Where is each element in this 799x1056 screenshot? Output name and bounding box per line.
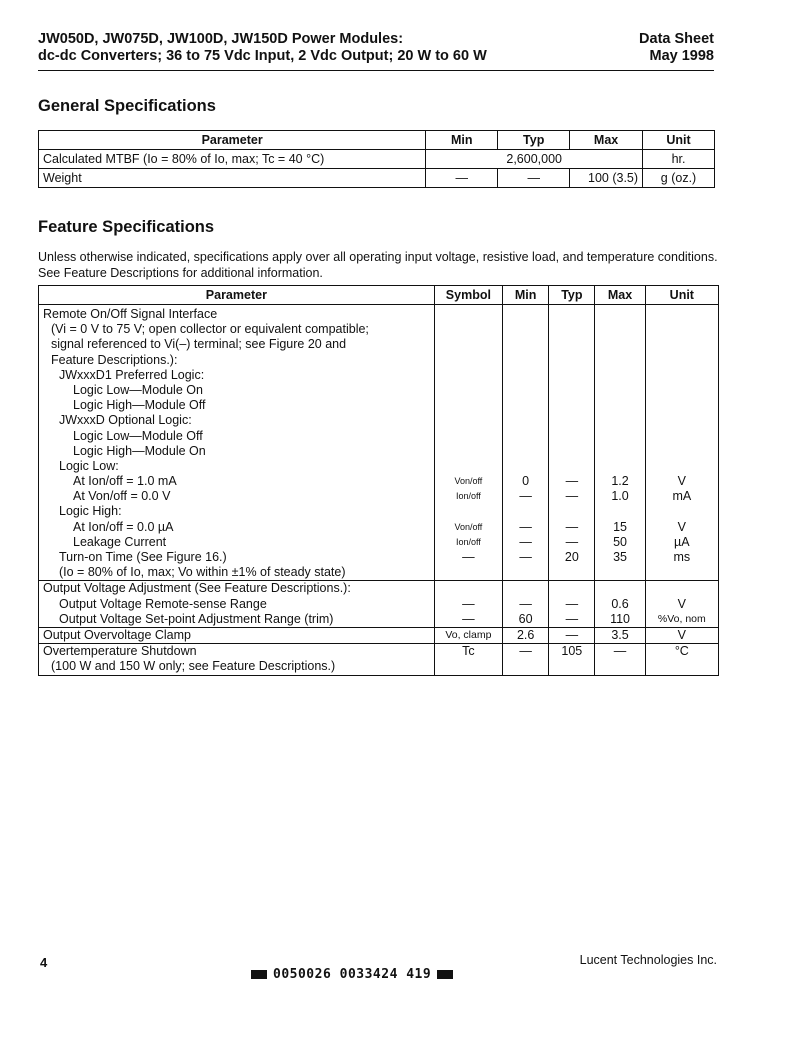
unit-value: µA (674, 534, 690, 549)
max-value: 1.0 (611, 489, 629, 504)
typ-value: — (565, 534, 579, 549)
symbol-cell (434, 305, 502, 581)
unit-cell: V (645, 627, 718, 643)
col-header-typ: Typ (549, 286, 595, 305)
param-cell (39, 305, 435, 581)
param-line: At Ion/off = 1.0 mA (73, 474, 177, 489)
param-line: (100 W and 150 W only; see Feature Descriptions.) (51, 659, 336, 674)
param-line: Output Voltage Adjustment (See Feature Descriptions.): (43, 581, 351, 596)
typ-value: — (565, 611, 579, 626)
unit-value: mA (672, 489, 692, 504)
unit-cell (645, 305, 718, 581)
max-cell: — (595, 644, 645, 675)
typ-value: — (565, 474, 579, 489)
param-line: Output Voltage Set-point Adjustment Range (trim) (59, 611, 334, 626)
symbol-cell: Tc (434, 644, 502, 675)
symbol-value: — (462, 611, 475, 626)
header-doc-info (639, 31, 714, 65)
feature-intro-text: Unless otherwise indicated, specifications apply over all operating input voltage, resistive load, and temperature conditions. See Feature Descriptions for additional information. (38, 250, 718, 280)
param-line: Logic High: (59, 504, 122, 519)
param-cell: Output Overvoltage Clamp (39, 627, 435, 643)
barcode-block-icon (437, 970, 453, 979)
max-value: 0.6 (611, 596, 629, 611)
unit-value: ms (673, 550, 691, 565)
typ-cell: — (498, 169, 570, 188)
param-line: Logic Low—Module On (73, 382, 203, 397)
param-line: At Ion/off = 0.0 µA (73, 519, 174, 534)
typ-cell (549, 581, 595, 628)
table-row (39, 169, 715, 188)
param-line: (Io = 80% of Io, max; Vo within ±1% of steady state) (59, 565, 346, 580)
min-cell (503, 581, 549, 628)
symbol-value: — (462, 550, 475, 565)
param-line: (Vi = 0 V to 75 V; open collector or equivalent compatible; (51, 322, 369, 337)
typ-cell (549, 305, 595, 581)
max-value: 35 (613, 550, 627, 565)
table-row (39, 150, 715, 169)
col-header-unit: Unit (643, 131, 715, 150)
symbol-value: Ion/off (455, 536, 481, 547)
param-cell (39, 581, 435, 628)
general-spec-title: General Specifications (38, 97, 216, 115)
min-value: — (519, 534, 532, 549)
header-title-line2: dc-dc Converters; 36 to 75 Vdc Input, 2 Vdc Output; 20 W to 60 W (38, 48, 487, 64)
header-doc-type: Data Sheet (639, 31, 714, 47)
min-value: — (519, 519, 532, 534)
company-name: Lucent Technologies Inc. (579, 953, 717, 967)
col-header-parameter: Parameter (39, 286, 435, 305)
barcode (245, 967, 459, 982)
max-value: 50 (613, 534, 627, 549)
col-header-parameter: Parameter (39, 131, 426, 150)
param-line: Leakage Current (73, 534, 167, 549)
col-header-min: Min (426, 131, 498, 150)
unit-value: V (677, 596, 686, 611)
feature-spec-title: Feature Specifications (38, 218, 215, 236)
max-cell (595, 581, 645, 628)
param-line: Logic Low: (59, 458, 119, 473)
page-number: 4 (40, 955, 48, 970)
max-value: 15 (613, 519, 627, 534)
col-header-min: Min (503, 286, 549, 305)
barcode-text: 0050026 0033424 419 (273, 967, 432, 982)
param-line: Output Voltage Remote-sense Range (59, 596, 267, 611)
param-line: signal referenced to Vi(–) terminal; see Figure 20 and (51, 337, 347, 352)
typ-value: — (565, 519, 579, 534)
min-value: 0 (522, 474, 530, 489)
min-cell (503, 305, 549, 581)
header-title (38, 31, 487, 65)
min-value: — (519, 596, 532, 611)
table-header-row (39, 286, 719, 305)
symbol-value: Von/off (454, 476, 483, 487)
feature-spec-table (38, 285, 719, 676)
param-line: Logic High—Module Off (73, 398, 206, 413)
min-cell: 2.6 (503, 627, 549, 643)
col-header-max: Max (570, 131, 643, 150)
param-line: At Von/off = 0.0 V (73, 489, 171, 504)
col-header-unit: Unit (645, 286, 718, 305)
min-cell: — (503, 644, 549, 675)
typ-cell: — (549, 627, 595, 643)
unit-value: V (677, 474, 686, 489)
min-value: 60 (518, 611, 533, 626)
symbol-value: Von/off (454, 521, 483, 532)
header-date: May 1998 (649, 48, 714, 64)
param-line: Turn-on Time (See Figure 16.) (59, 550, 227, 564)
param-line: Overtemperature Shutdown (43, 644, 197, 659)
max-cell (595, 305, 645, 581)
max-cell: 100 (3.5) (570, 169, 643, 188)
typ-value: 20 (564, 550, 579, 565)
unit-value: %Vo, nom (657, 612, 706, 625)
min-cell: — (426, 169, 498, 188)
symbol-cell (434, 581, 502, 628)
table-row-output-adjust (39, 581, 719, 628)
general-spec-table (38, 130, 715, 188)
unit-cell: hr. (643, 150, 715, 169)
table-row-ov-clamp (39, 627, 719, 643)
col-header-max: Max (595, 286, 645, 305)
min-value: — (519, 489, 532, 504)
header-title-line1: JW050D, JW075D, JW100D, JW150D Power Modules: (38, 31, 404, 47)
param-line: Feature Descriptions.): (51, 352, 178, 367)
barcode-block-icon (251, 970, 267, 979)
param-cell: Calculated MTBF (Io = 80% of Io, max; Tc = 40 °C) (39, 150, 426, 169)
param-cell (39, 644, 435, 675)
symbol-cell: Vo, clamp (434, 627, 502, 643)
table-header-row (39, 131, 715, 150)
table-row-remote-onoff (39, 305, 719, 581)
symbol-value: — (462, 596, 475, 611)
typ-cell: 105 (549, 644, 595, 675)
typ-value: — (565, 596, 579, 611)
table-row-ot-shutdown (39, 644, 719, 675)
typ-value: — (565, 489, 579, 504)
param-cell: Weight (39, 169, 426, 188)
min-value: — (519, 550, 532, 565)
max-value: 1.2 (611, 474, 629, 489)
symbol-value: Ion/off (455, 491, 481, 502)
col-header-typ: Typ (498, 131, 570, 150)
unit-cell: °C (645, 644, 718, 675)
col-header-symbol: Symbol (434, 286, 502, 305)
unit-cell (645, 581, 718, 628)
param-line: JWxxxD Optional Logic: (59, 413, 192, 428)
unit-cell: g (oz.) (643, 169, 715, 188)
max-cell: 3.5 (595, 627, 645, 643)
header-rule (38, 70, 714, 71)
param-line: Remote On/Off Signal Interface (43, 307, 218, 321)
param-line: Logic Low—Module Off (73, 428, 203, 443)
unit-value: V (677, 519, 686, 534)
param-line: Logic High—Module On (73, 443, 206, 458)
param-line: JWxxxD1 Preferred Logic: (59, 367, 205, 382)
max-value: 110 (610, 611, 631, 626)
value-cell: 2,600,000 (426, 150, 643, 169)
